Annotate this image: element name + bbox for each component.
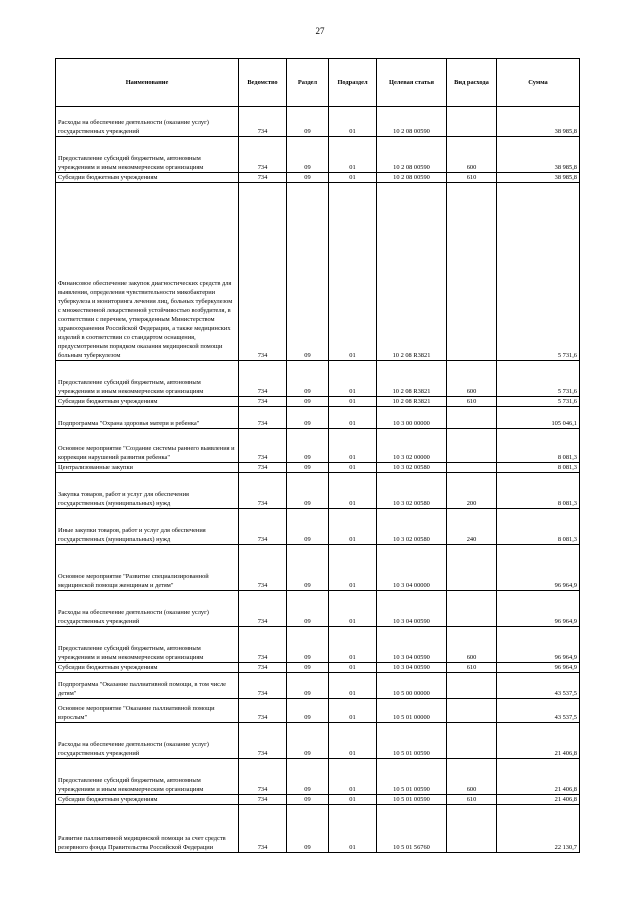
cell-expense-kind — [447, 183, 497, 361]
cell-department: 734 — [239, 429, 287, 463]
cell-department: 734 — [239, 673, 287, 699]
cell-amount: 96 964,9 — [497, 627, 580, 663]
cell-section: 09 — [287, 805, 329, 853]
cell-name: Расходы на обеспечение деятельности (оказание услуг) государственных учреждений — [56, 723, 239, 759]
cell-subsection: 01 — [329, 673, 377, 699]
cell-target-article: 10 3 04 00590 — [377, 591, 447, 627]
cell-section: 09 — [287, 509, 329, 545]
cell-section: 09 — [287, 795, 329, 805]
table-row — [56, 627, 580, 663]
cell-section: 09 — [287, 627, 329, 663]
cell-subsection: 01 — [329, 663, 377, 673]
cell-target-article: 10 3 04 00590 — [377, 627, 447, 663]
cell-target-article: 10 2 08 R3821 — [377, 361, 447, 397]
cell-expense-kind: 600 — [447, 759, 497, 795]
cell-subsection: 01 — [329, 429, 377, 463]
cell-name: Расходы на обеспечение деятельности (оказание услуг) государственных учреждений — [56, 591, 239, 627]
cell-department: 734 — [239, 723, 287, 759]
cell-subsection: 01 — [329, 627, 377, 663]
cell-amount: 21 406,8 — [497, 795, 580, 805]
cell-target-article: 10 5 01 00590 — [377, 795, 447, 805]
cell-subsection: 01 — [329, 473, 377, 509]
page-number: 27 — [315, 26, 325, 36]
table-row — [56, 137, 580, 173]
cell-expense-kind — [447, 699, 497, 723]
cell-subsection: 01 — [329, 397, 377, 407]
cell-department: 734 — [239, 699, 287, 723]
cell-subsection: 01 — [329, 173, 377, 183]
table-row — [56, 805, 580, 853]
cell-department: 734 — [239, 407, 287, 429]
cell-name: Закупка товаров, работ и услуг для обеспечения государственных (муниципальных) нужд — [56, 473, 239, 509]
cell-section: 09 — [287, 137, 329, 173]
cell-amount: 8 081,3 — [497, 473, 580, 509]
table-row — [56, 429, 580, 463]
cell-section: 09 — [287, 429, 329, 463]
cell-expense-kind — [447, 463, 497, 473]
cell-department: 734 — [239, 627, 287, 663]
cell-subsection: 01 — [329, 407, 377, 429]
cell-subsection: 01 — [329, 795, 377, 805]
cell-target-article: 10 2 08 00590 — [377, 137, 447, 173]
table-row — [56, 107, 580, 137]
header-expense-kind: Вид расхода — [447, 59, 497, 107]
budget-table — [55, 58, 580, 853]
cell-expense-kind — [447, 429, 497, 463]
table-row — [56, 591, 580, 627]
cell-section: 09 — [287, 673, 329, 699]
cell-amount: 5 731,6 — [497, 183, 580, 361]
cell-section: 09 — [287, 591, 329, 627]
cell-target-article: 10 5 01 00590 — [377, 759, 447, 795]
cell-department: 734 — [239, 361, 287, 397]
table-row — [56, 473, 580, 509]
cell-section: 09 — [287, 663, 329, 673]
table-row — [56, 663, 580, 673]
cell-target-article: 10 3 04 00590 — [377, 663, 447, 673]
header-amount: Сумма — [497, 59, 580, 107]
table-row — [56, 723, 580, 759]
cell-amount: 5 731,6 — [497, 397, 580, 407]
cell-section: 09 — [287, 173, 329, 183]
cell-target-article: 10 2 08 R3821 — [377, 397, 447, 407]
cell-target-article: 10 5 00 00000 — [377, 673, 447, 699]
cell-subsection: 01 — [329, 183, 377, 361]
cell-section: 09 — [287, 545, 329, 591]
cell-target-article: 10 3 02 00580 — [377, 509, 447, 545]
cell-expense-kind — [447, 107, 497, 137]
cell-target-article: 10 3 02 00000 — [377, 429, 447, 463]
cell-expense-kind: 200 — [447, 473, 497, 509]
cell-department: 734 — [239, 591, 287, 627]
table-row — [56, 795, 580, 805]
table-row — [56, 545, 580, 591]
cell-department: 734 — [239, 183, 287, 361]
cell-amount: 5 731,6 — [497, 361, 580, 397]
cell-expense-kind: 600 — [447, 137, 497, 173]
cell-department: 734 — [239, 173, 287, 183]
cell-subsection: 01 — [329, 759, 377, 795]
cell-expense-kind — [447, 805, 497, 853]
cell-department: 734 — [239, 397, 287, 407]
cell-subsection: 01 — [329, 545, 377, 591]
cell-subsection: 01 — [329, 509, 377, 545]
table-row — [56, 699, 580, 723]
cell-amount: 38 985,8 — [497, 173, 580, 183]
cell-section: 09 — [287, 463, 329, 473]
cell-subsection: 01 — [329, 463, 377, 473]
cell-section: 09 — [287, 473, 329, 509]
cell-expense-kind — [447, 673, 497, 699]
cell-section: 09 — [287, 107, 329, 137]
cell-amount: 22 130,7 — [497, 805, 580, 853]
cell-name: Иные закупки товаров, работ и услуг для обеспечения государственных (муниципальных) нужд — [56, 509, 239, 545]
cell-expense-kind — [447, 591, 497, 627]
cell-expense-kind: 600 — [447, 627, 497, 663]
cell-department: 734 — [239, 545, 287, 591]
cell-target-article: 10 5 01 00590 — [377, 723, 447, 759]
cell-amount: 43 537,5 — [497, 699, 580, 723]
cell-section: 09 — [287, 699, 329, 723]
cell-expense-kind — [447, 545, 497, 591]
cell-name: Предоставление субсидий бюджетным, автономным учреждениям и иным некоммерческим организациям — [56, 627, 239, 663]
cell-expense-kind: 610 — [447, 397, 497, 407]
cell-section: 09 — [287, 723, 329, 759]
cell-amount: 105 046,1 — [497, 407, 580, 429]
cell-amount: 8 081,3 — [497, 509, 580, 545]
cell-expense-kind — [447, 723, 497, 759]
cell-expense-kind — [447, 407, 497, 429]
cell-target-article: 10 3 04 00000 — [377, 545, 447, 591]
cell-subsection: 01 — [329, 591, 377, 627]
cell-target-article: 10 5 01 56760 — [377, 805, 447, 853]
table-body — [56, 107, 580, 853]
cell-expense-kind: 610 — [447, 173, 497, 183]
table-row — [56, 407, 580, 429]
cell-department: 734 — [239, 107, 287, 137]
cell-subsection: 01 — [329, 805, 377, 853]
cell-name: Субсидии бюджетным учреждениям — [56, 173, 239, 183]
table-row — [56, 183, 580, 361]
cell-name: Основное мероприятие "Создание системы раннего выявления и коррекции нарушений развития ребенка" — [56, 429, 239, 463]
cell-amount: 38 985,8 — [497, 107, 580, 137]
cell-section: 09 — [287, 759, 329, 795]
cell-name: Централизованные закупки — [56, 463, 239, 473]
cell-amount: 96 964,9 — [497, 545, 580, 591]
cell-department: 734 — [239, 759, 287, 795]
table-row — [56, 509, 580, 545]
cell-subsection: 01 — [329, 723, 377, 759]
cell-amount: 96 964,9 — [497, 663, 580, 673]
cell-department: 734 — [239, 137, 287, 173]
cell-department: 734 — [239, 473, 287, 509]
cell-target-article: 10 5 01 00000 — [377, 699, 447, 723]
cell-amount: 38 985,8 — [497, 137, 580, 173]
header-subsection: Подраздел — [329, 59, 377, 107]
cell-amount: 8 081,3 — [497, 429, 580, 463]
cell-amount: 43 537,5 — [497, 673, 580, 699]
cell-subsection: 01 — [329, 699, 377, 723]
header-name: Наименование — [56, 59, 239, 107]
cell-name: Субсидии бюджетным учреждениям — [56, 397, 239, 407]
cell-target-article: 10 3 02 00580 — [377, 463, 447, 473]
cell-expense-kind: 600 — [447, 361, 497, 397]
table-row — [56, 673, 580, 699]
cell-department: 734 — [239, 805, 287, 853]
table-row — [56, 361, 580, 397]
cell-expense-kind: 610 — [447, 663, 497, 673]
cell-name: Финансовое обеспечение закупок диагностических средств для выявления, определения чувствительности микобактерии туберкулеза и мониторинга лечения лиц, больных туберкулезом с множественной лекарственной устойчивостью возбудителя, в соответствии с перечнем, утвержденным Министерством здравоохранения Российской Федерации, а также медицинских изделий в соответствии со стандартом оснащения, предусмотренным порядком оказания медицинской помощи больным туберкулезом — [56, 183, 239, 361]
table-row — [56, 397, 580, 407]
cell-department: 734 — [239, 509, 287, 545]
cell-name: Подпрограмма "Оказание паллиативной помощи, в том числе детям" — [56, 673, 239, 699]
header-section: Раздел — [287, 59, 329, 107]
cell-expense-kind: 610 — [447, 795, 497, 805]
cell-name: Основное мероприятие "Развитие специализированной медицинской помощи женщинам и детям" — [56, 545, 239, 591]
cell-expense-kind: 240 — [447, 509, 497, 545]
table-row — [56, 463, 580, 473]
cell-name: Предоставление субсидий бюджетным, автономным учреждениям и иным некоммерческим организациям — [56, 759, 239, 795]
cell-department: 734 — [239, 663, 287, 673]
cell-amount: 21 406,8 — [497, 759, 580, 795]
cell-name: Предоставление субсидий бюджетным, автономным учреждениям и иным некоммерческим организациям — [56, 137, 239, 173]
cell-subsection: 01 — [329, 361, 377, 397]
header-target-article: Целевая статья — [377, 59, 447, 107]
header-department: Ведомство — [239, 59, 287, 107]
table-row — [56, 173, 580, 183]
cell-name: Основное мероприятие "Оказание паллиативной помощи взрослым" — [56, 699, 239, 723]
cell-department: 734 — [239, 463, 287, 473]
cell-name: Расходы на обеспечение деятельности (оказание услуг) государственных учреждений — [56, 107, 239, 137]
cell-name: Подпрограмма "Охрана здоровья матери и ребенка" — [56, 407, 239, 429]
cell-subsection: 01 — [329, 137, 377, 173]
cell-target-article: 10 2 08 00590 — [377, 173, 447, 183]
cell-name: Предоставление субсидий бюджетным, автономным учреждениям и иным некоммерческим организациям — [56, 361, 239, 397]
table-row — [56, 759, 580, 795]
cell-amount: 96 964,9 — [497, 591, 580, 627]
cell-amount: 8 081,3 — [497, 463, 580, 473]
cell-name: Развитие паллиативной медицинской помощи за счет средств резервного фонда Правительства Российской Федерации — [56, 805, 239, 853]
cell-section: 09 — [287, 361, 329, 397]
cell-section: 09 — [287, 397, 329, 407]
cell-name: Субсидии бюджетным учреждениям — [56, 663, 239, 673]
cell-name: Субсидии бюджетным учреждениям — [56, 795, 239, 805]
cell-target-article: 10 3 00 00000 — [377, 407, 447, 429]
cell-amount: 21 406,8 — [497, 723, 580, 759]
cell-target-article: 10 2 08 R3821 — [377, 183, 447, 361]
cell-department: 734 — [239, 795, 287, 805]
cell-subsection: 01 — [329, 107, 377, 137]
cell-section: 09 — [287, 183, 329, 361]
cell-target-article: 10 2 08 00590 — [377, 107, 447, 137]
cell-section: 09 — [287, 407, 329, 429]
table-header-row — [56, 59, 580, 107]
cell-target-article: 10 3 02 00580 — [377, 473, 447, 509]
